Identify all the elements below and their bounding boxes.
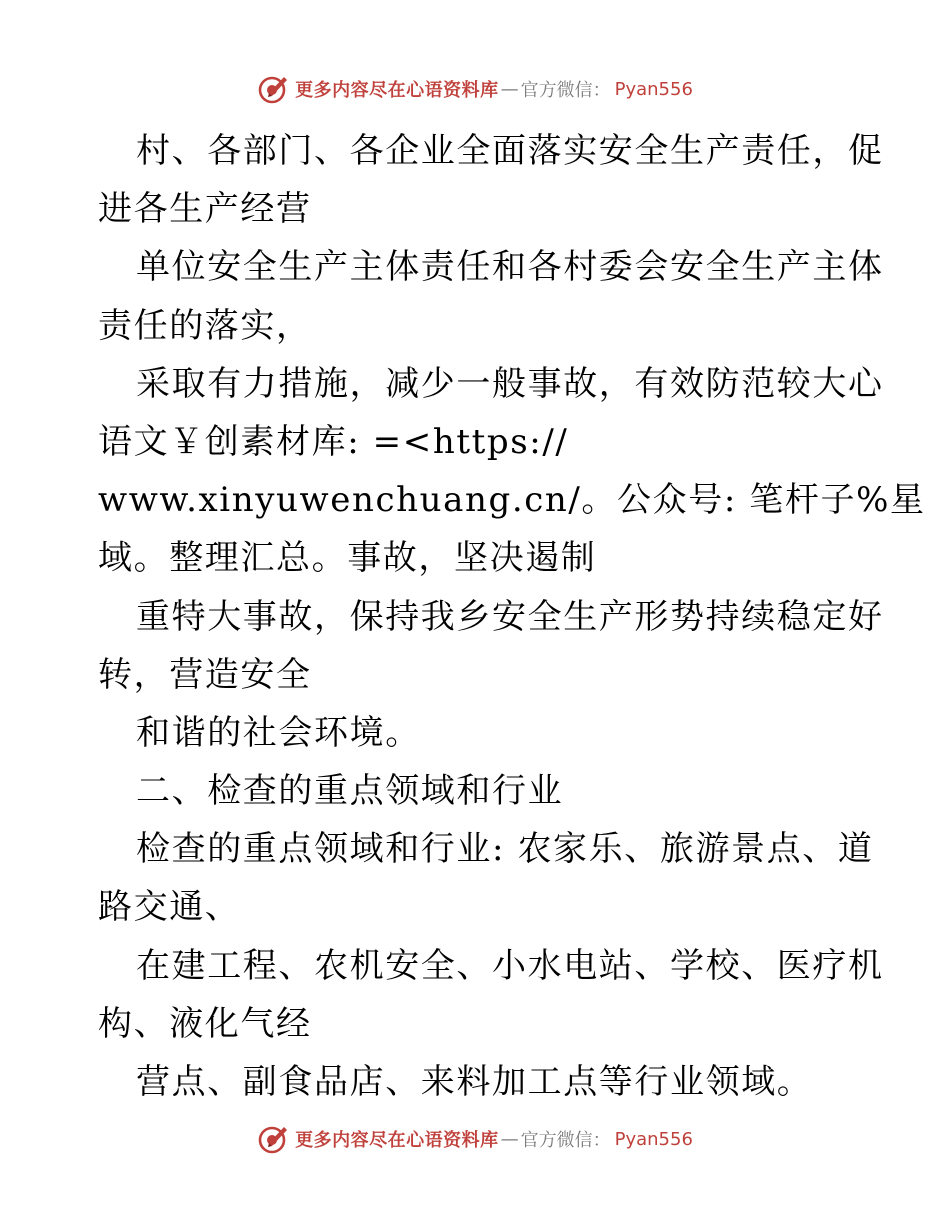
pen-logo-icon	[257, 73, 289, 105]
document-body	[98, 122, 926, 1111]
text-line: 重特大事故，保持我乡安全生产形势持续稳定好	[136, 596, 884, 637]
watermark-main-text: 更多内容尽在心语资料库	[295, 1130, 499, 1151]
watermark-separator: —	[500, 78, 519, 100]
text-line: 域。整理汇总。事故，坚决遏制	[98, 538, 597, 579]
text-line: 语文￥创素材库: =<https://	[98, 421, 569, 462]
header-watermark	[0, 72, 950, 106]
text-line: 单位安全生产主体责任和各村委会安全生产主体	[136, 247, 884, 288]
text-line: 采取有力措施，减少一般事故，有效防范较大心	[136, 363, 884, 404]
text-line: 路交通、	[98, 887, 241, 928]
text-line: 营点、副食品店、来料加工点等行业领域。	[136, 1062, 813, 1102]
text-line: 村、各部门、各企业全面落实安全生产责任，促	[136, 131, 884, 171]
watermark-main-text: 更多内容尽在心语资料库	[295, 80, 499, 101]
text-line: 在建工程、农机安全、小水电站、学校、医疗机	[136, 945, 884, 986]
watermark-wechat-id: Pyan556	[614, 78, 693, 100]
text-line: 二、检查的重点领域和行业	[136, 771, 564, 812]
text-line: 检查的重点领域和行业: 农家乐、旅游景点、道	[136, 829, 874, 870]
watermark-separator: —	[500, 1128, 519, 1150]
text-line: 和谐的社会环境。	[136, 712, 421, 753]
watermark-wechat-id: Pyan556	[614, 1128, 693, 1150]
text-line: 进各生产经营	[98, 189, 312, 230]
watermark-sub-text: 官方微信：	[520, 80, 611, 101]
footer-watermark	[0, 1122, 950, 1156]
watermark-sub-text: 官方微信：	[520, 1130, 611, 1151]
text-line: 转，营造安全	[98, 654, 312, 695]
text-line: www.xinyuwenchuang.cn/。公众号: 笔杆子%星	[98, 480, 926, 521]
pen-logo-icon	[257, 1123, 289, 1155]
text-line: 构、液化气经	[98, 1003, 312, 1044]
text-line: 责任的落实，	[98, 305, 312, 346]
